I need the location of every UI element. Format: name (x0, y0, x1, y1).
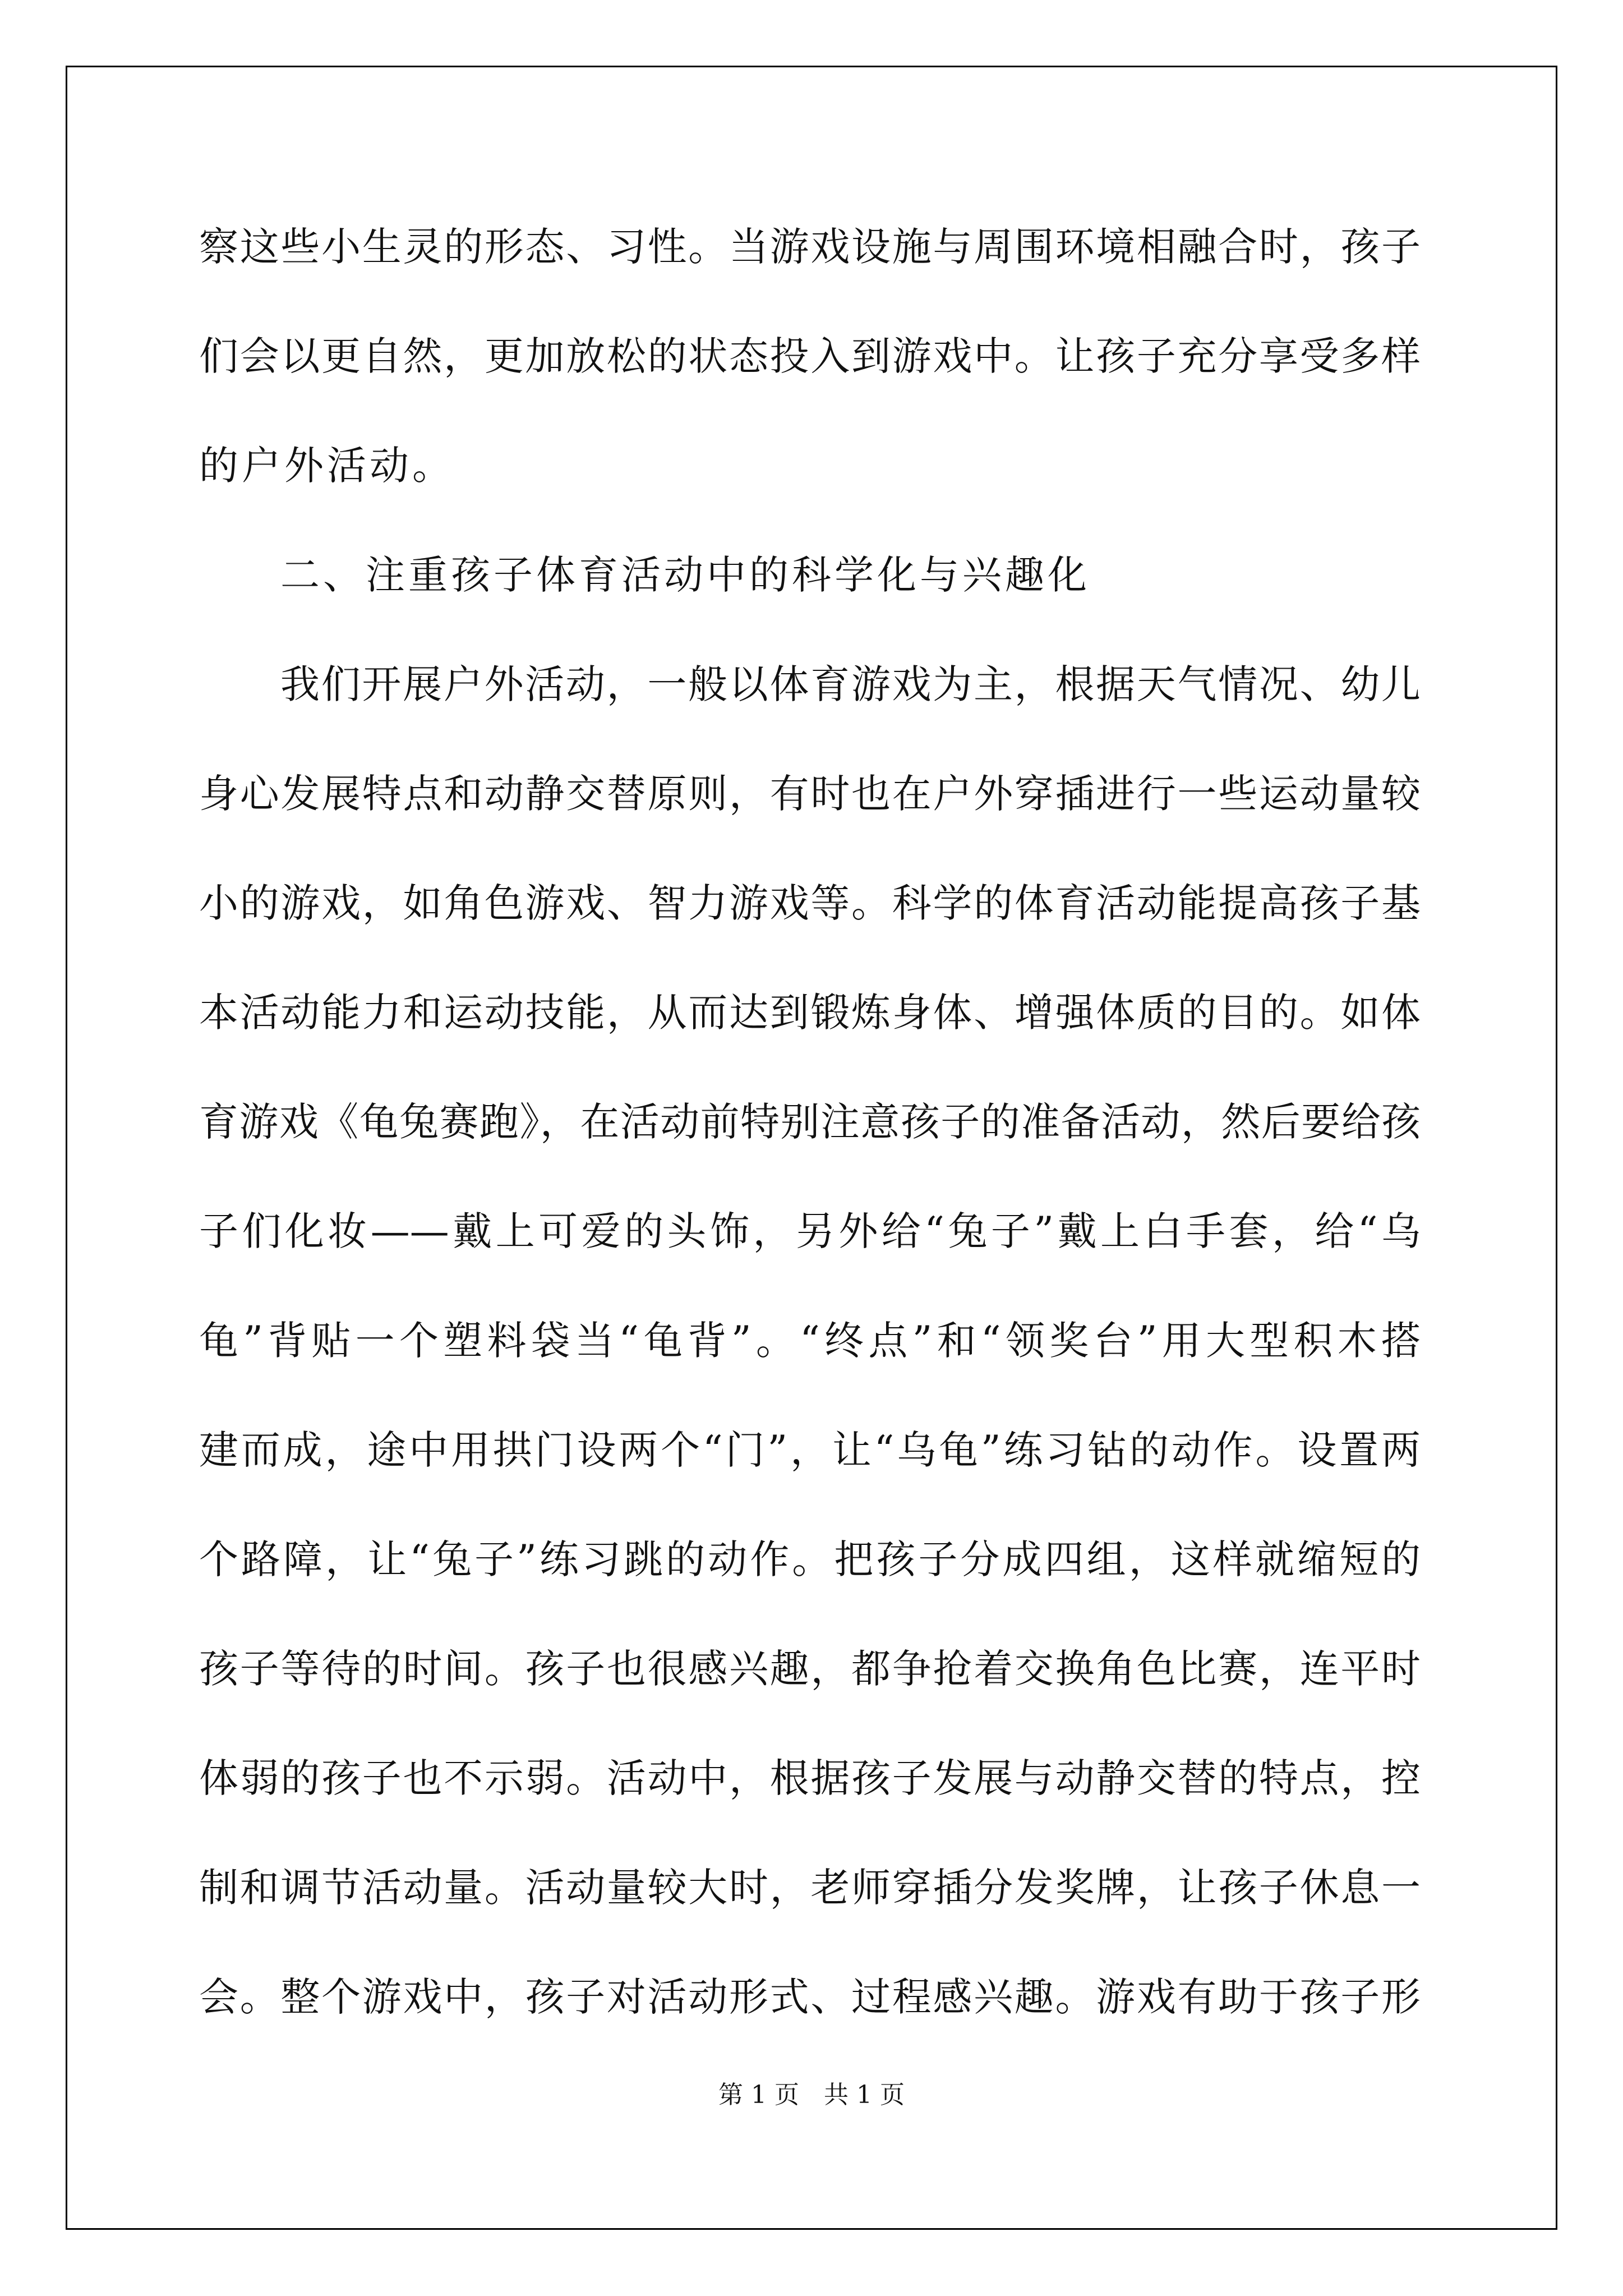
text-line: 身心发展特点和动静交替原则，有时也在户外穿插进行一些运动量较 (199, 771, 1421, 817)
text-line: 子们化妆——戴上可爱的头饰，另外给“兔子”戴上白手套，给“乌 (199, 1208, 1421, 1254)
text-line: 体弱的孩子也不示弱。活动中，根据孩子发展与动静交替的特点，控 (199, 1755, 1421, 1801)
text-line: 个路障，让“兔子”练习跳的动作。把孩子分成四组，这样就缩短的 (199, 1536, 1421, 1582)
text-line: 育游戏《龟兔赛跑》，在活动前特别注意孩子的准备活动，然后要给孩 (199, 1099, 1421, 1145)
text-line: 察这些小生灵的形态、习性。当游戏设施与周围环境相融合时，孩子 (199, 224, 1421, 270)
document-body (199, 205, 1421, 2064)
text-line: 制和调节活动量。活动量较大时，老师穿插分发奖牌，让孩子休息一 (199, 1865, 1421, 1911)
text-line: 小的游戏，如角色游戏、智力游戏等。科学的体育活动能提高孩子基 (199, 880, 1421, 926)
text-line: 的户外活动。 (199, 443, 455, 489)
text-line: 我们开展户外活动，一般以体育游戏为主，根据天气情况、幼儿 (280, 661, 1421, 707)
text-line: 们会以更自然，更加放松的状态投入到游戏中。让孩子充分享受多样 (199, 333, 1421, 379)
text-line: 会。整个游戏中，孩子对活动形式、过程感兴趣。游戏有助于孩子形 (199, 1974, 1421, 2020)
text-line: 本活动能力和运动技能，从而达到锻炼身体、增强体质的目的。如体 (199, 990, 1421, 1036)
section-heading: 二、注重孩子体育活动中的科学化与兴趣化 (280, 552, 1090, 598)
text-line: 建而成，途中用拱门设两个“门”，让“乌龟”练习钻的动作。设置两 (199, 1427, 1421, 1473)
text-line: 孩子等待的时间。孩子也很感兴趣，都争抢着交换角色比赛，连平时 (199, 1646, 1421, 1692)
page-number-footer: 第 1 页 共 1 页 (718, 2081, 905, 2109)
text-line: 龟”背贴一个塑料袋当“龟背”。“终点”和“领奖台”用大型积木搭 (199, 1318, 1421, 1364)
